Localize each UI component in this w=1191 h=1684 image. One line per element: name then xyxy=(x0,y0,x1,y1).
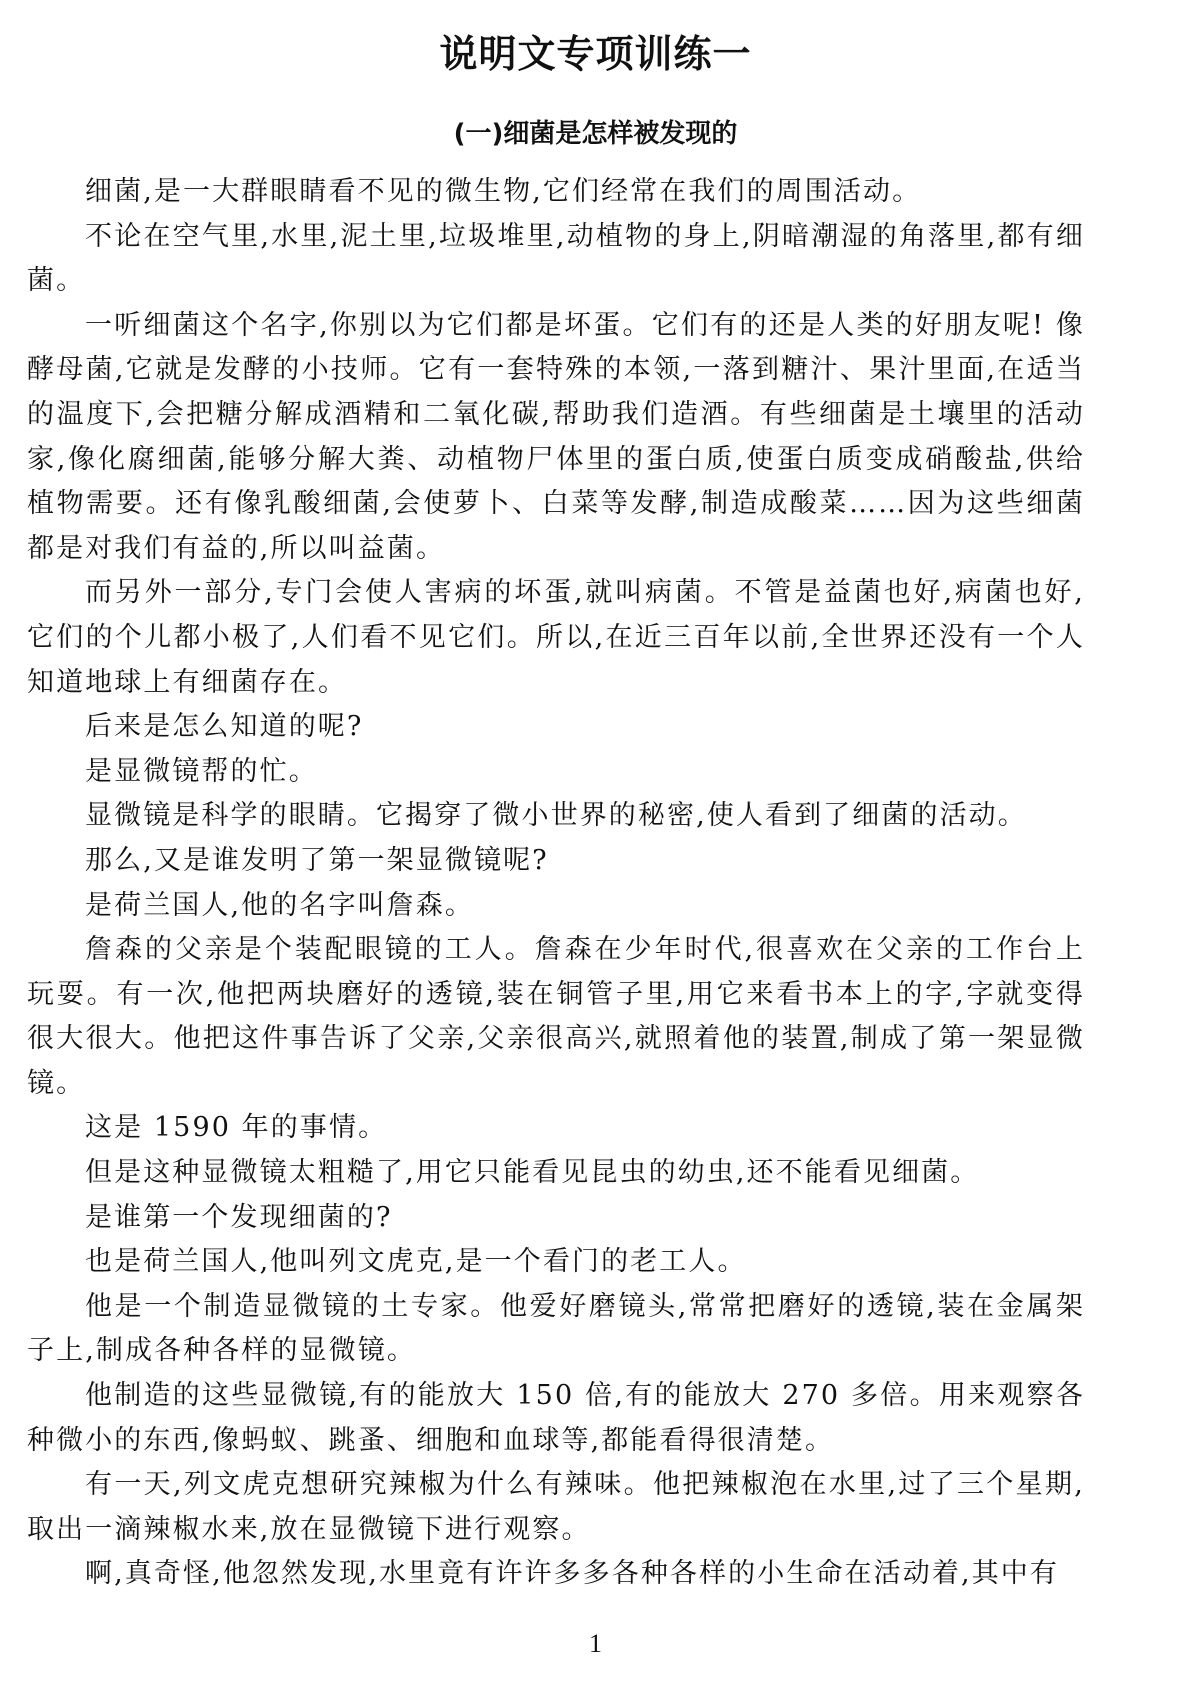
paragraph-7: 显微镜是科学的眼睛。它揭穿了微小世界的秘密,使人看到了细菌的活动。 xyxy=(85,800,1027,832)
paragraph-8: 那么,又是谁发明了第一架显微镜呢? xyxy=(85,844,549,876)
paragraph-6: 是显微镜帮的忙。 xyxy=(85,755,318,787)
page-title: 说明文专项训练一 xyxy=(439,32,752,76)
section-subtitle: (一)细菌是怎样被发现的 xyxy=(453,119,738,149)
paragraph-9: 是荷兰国人,他的名字叫詹森。 xyxy=(85,889,474,921)
paragraph-5: 后来是怎么知道的呢? xyxy=(85,711,364,743)
page-number: 1 xyxy=(589,1629,602,1658)
paragraph-4: 而另外一部分,专门会使人害病的坏蛋,就叫病菌。不管是益菌也好,病菌也好,它们的个儿都小极了,人们看不见它们。所以,在近三百年以前,全世界还没有一个人知道地球上有细菌存在。 xyxy=(27,577,1085,698)
paragraph-1: 细菌,是一大群眼睛看不见的微生物,它们经常在我们的周围活动。 xyxy=(85,176,922,207)
paragraph-13: 是谁第一个发现细菌的? xyxy=(85,1201,393,1233)
article-body xyxy=(27,170,1085,1597)
paragraph-15: 他是一个制造显微镜的土专家。他爱好磨镜头,常常把磨好的透镜,装在金属架子上,制成各种各样的显微镜。 xyxy=(27,1290,1085,1367)
paragraph-3: 一听细菌这个名字,你别以为它们都是坏蛋。它们有的还是人类的好朋友呢! 像酵母菌,它就是发酵的小技师。它有一套特殊的本领,一落到糖汁、果汁里面,在适当的温度下,会把糖分解成酒精和二氧化碳,帮助我们造酒。有些细菌是土壤里的活动家,像化腐细菌,能够分解大粪、动植物尸体里的蛋白质,使蛋白质变成硝酸盐,供给植物需要。还有像乳酸细菌,会使萝卜、白菜等发酵,制造成酸菜……因为这些细菌都是对我们有益的,所以叫益菌。 xyxy=(27,309,1085,564)
paragraph-2: 不论在空气里,水里,泥土里,垃圾堆里,动植物的身上,阴暗潮湿的角落里,都有细菌。 xyxy=(27,220,1085,297)
paragraph-11: 这是 1590 年的事情。 xyxy=(85,1112,388,1144)
paragraph-18: 啊,真奇怪,他忽然发现,水里竟有许许多多各种各样的小生命在活动着,其中有 xyxy=(85,1558,1059,1590)
paragraph-17: 有一天,列文虎克想研究辣椒为什么有辣味。他把辣椒泡在水里,过了三个星期,取出一滴辣椒水来,放在显微镜下进行观察。 xyxy=(27,1469,1085,1545)
paragraph-16: 他制造的这些显微镜,有的能放大 150 倍,有的能放大 270 多倍。用来观察各种微小的东西,像蚂蚁、跳蚤、细胞和血球等,都能看得很清楚。 xyxy=(27,1380,1085,1456)
paragraph-14: 也是荷兰国人,他叫列文虎克,是一个看门的老工人。 xyxy=(85,1246,747,1278)
paragraph-12: 但是这种显微镜太粗糙了,用它只能看见昆虫的幼虫,还不能看见细菌。 xyxy=(85,1157,980,1189)
paragraph-10: 詹森的父亲是个装配眼镜的工人。詹森在少年时代,很喜欢在父亲的工作台上玩耍。有一次,他把两块磨好的透镜,装在铜管子里,用它来看书本上的字,字就变得很大很大。他把这件事告诉了父亲,父亲很高兴,就照着他的装置,制成了第一架显微镜。 xyxy=(27,934,1085,1099)
